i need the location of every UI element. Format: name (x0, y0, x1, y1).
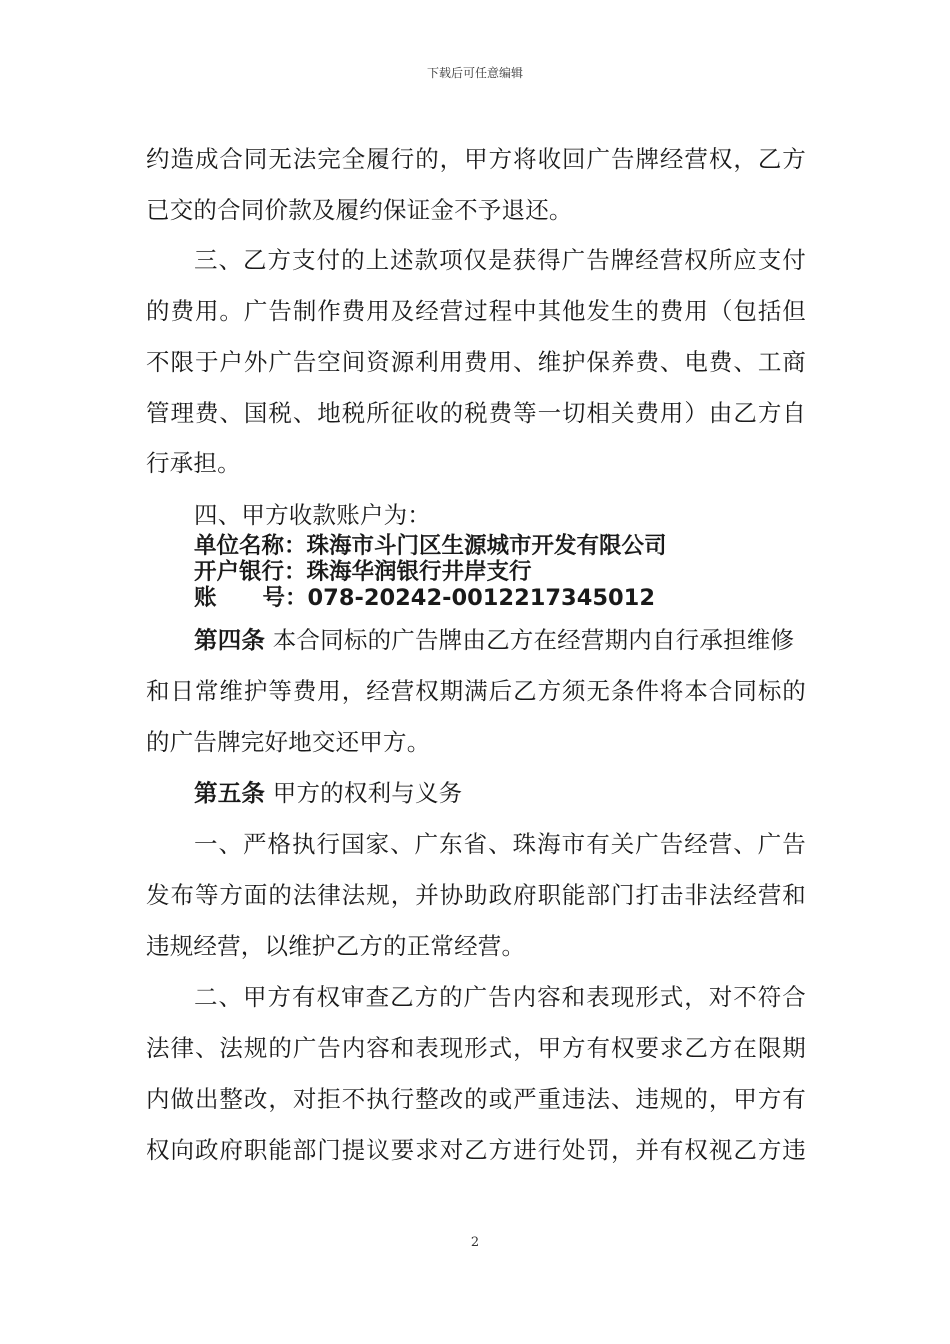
account-unit-name (194, 533, 806, 559)
text-line: 已交的合同价款及履约保证金不予退还。 (146, 196, 573, 224)
clause-five-heading: 第五条 (194, 779, 266, 807)
account-unit-label: 单位名称： (194, 533, 307, 559)
account-number (194, 585, 806, 611)
text-line: 二、甲方有权审查乙方的广告内容和表现形式，对不符合 (194, 983, 806, 1011)
clause-five-line (194, 778, 806, 808)
text-line: 内做出整改，对拒不执行整改的或严重违法、违规的，甲方有 (146, 1085, 806, 1113)
text-line: 三、乙方支付的上述款项仅是获得广告牌经营权所应支付 (194, 246, 806, 274)
text-line: 不限于户外广告空间资源利用费用、维护保养费、电费、工商 (146, 348, 806, 376)
account-bank-value: 珠海华润银行井岸支行 (306, 559, 532, 585)
text-line: 发布等方面的法律法规，并协助政府职能部门打击非法经营和 (146, 881, 806, 909)
text-line: 权向政府职能部门提议要求对乙方进行处罚，并有权视乙方违 (146, 1136, 806, 1164)
account-number-value: 078-20242-0012217345012 (307, 585, 655, 611)
text-line: 的费用。广告制作费用及经营过程中其他发生的费用（包括但 (146, 297, 806, 325)
text-line: 四、甲方收款账户为： (194, 501, 431, 529)
page-header: 下载后可任意编辑 (426, 66, 523, 80)
text-line: 和日常维护等费用，经营权期满后乙方须无条件将本合同标的 (146, 677, 806, 705)
text-line: 管理费、国税、地税所征收的税费等一切相关费用）由乙方自 (146, 399, 806, 427)
text-line: 的广告牌完好地交还甲方。 (146, 728, 431, 756)
account-unit-value: 珠海市斗门区生源城市开发有限公司 (306, 533, 667, 559)
clause-four-line (194, 625, 806, 655)
text-line: 行承担。 (146, 449, 241, 477)
clause-five-body: 甲方的权利与义务 (265, 779, 463, 807)
account-number-label-2: 号： (262, 585, 308, 611)
page-number: 2 (470, 1235, 480, 1250)
text-line: 一、严格执行国家、广东省、珠海市有关广告经营、广告 (194, 830, 806, 858)
text-line: 约造成合同无法完全履行的，甲方将收回广告牌经营权，乙方 (146, 145, 806, 173)
account-bank (194, 559, 806, 585)
text-line: 违规经营，以维护乙方的正常经营。 (146, 932, 526, 960)
account-number-label-1: 账 (194, 585, 217, 611)
account-bank-label: 开户银行： (194, 559, 307, 585)
text-line: 法律、法规的广告内容和表现形式，甲方有权要求乙方在限期 (146, 1034, 806, 1062)
clause-four-heading: 第四条 (194, 626, 266, 654)
clause-four-body: 本合同标的广告牌由乙方在经营期内自行承担维修 (265, 626, 795, 654)
